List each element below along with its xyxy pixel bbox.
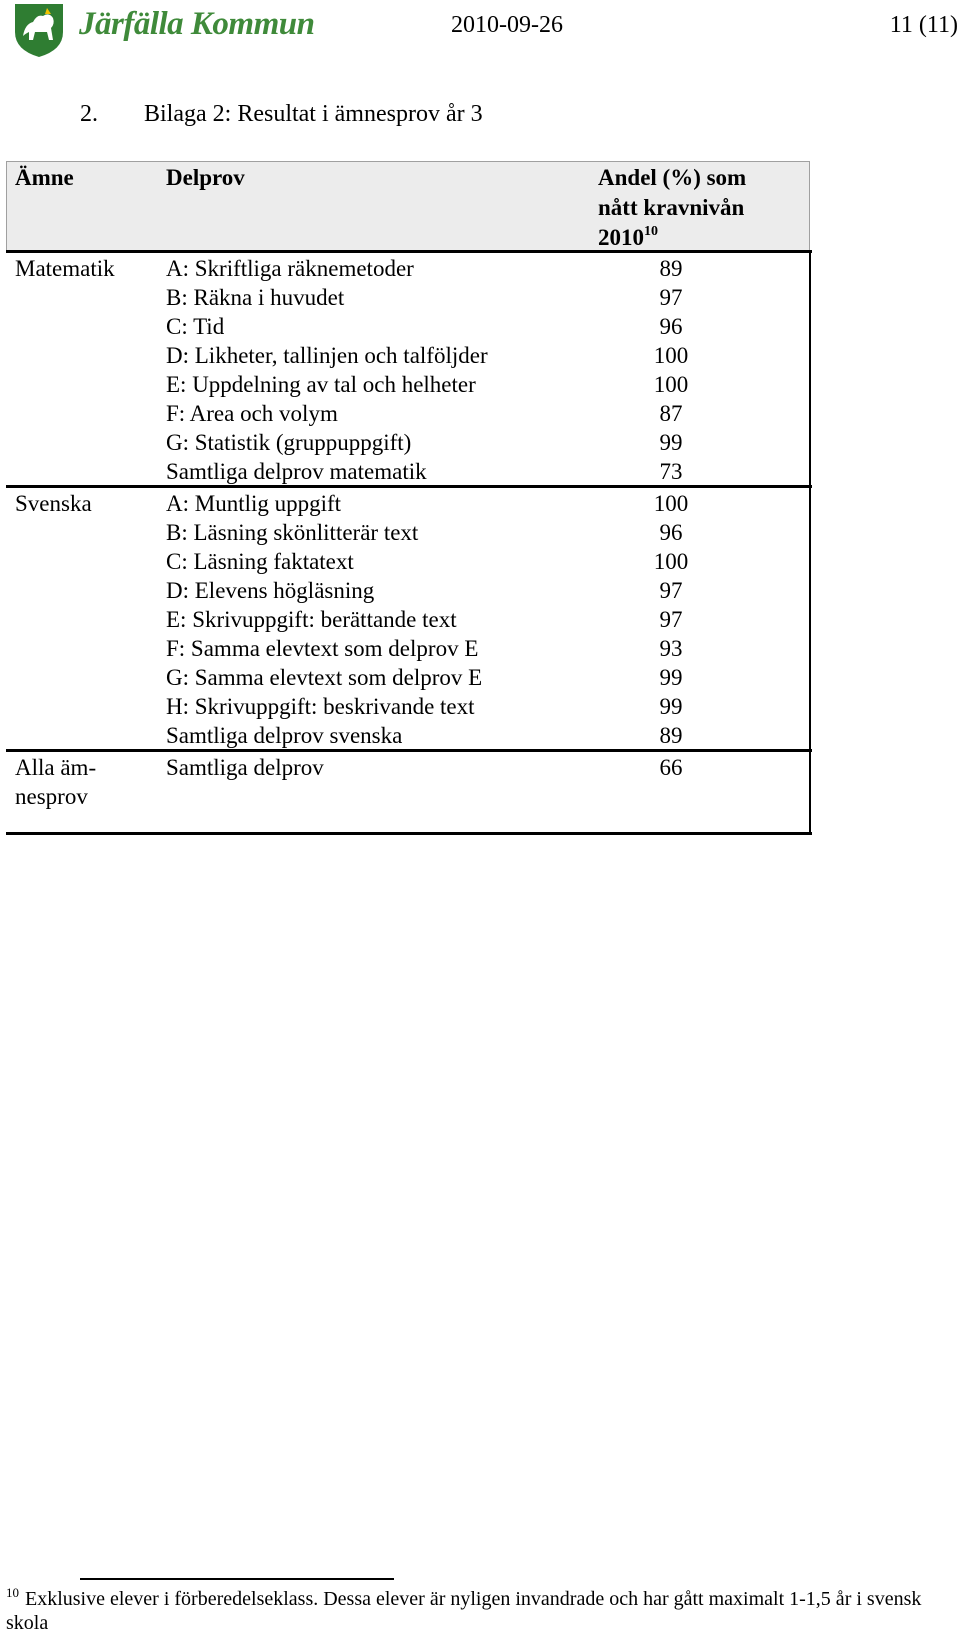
table-row: E: Skrivuppgift: berättande text	[166, 607, 457, 632]
footnote	[6, 1587, 956, 1635]
header-share-year: 2010	[598, 225, 644, 250]
coat-of-arms-icon	[13, 2, 65, 58]
table-row: E: Uppdelning av tal och helheter	[166, 372, 476, 397]
header-share-line1: Andel (%) som	[598, 165, 747, 190]
section-number: 2.	[80, 101, 98, 127]
table-value: 99	[659, 665, 683, 690]
logo-wordmark: Järfälla Kommun	[79, 6, 315, 42]
footnote-ref: 10	[644, 224, 658, 239]
table-row: Samtliga delprov svenska	[166, 723, 403, 748]
table-row: Samtliga delprov	[166, 755, 324, 780]
header-date: 2010-09-26	[451, 12, 563, 38]
table-row: C: Tid	[166, 314, 225, 339]
table-row: A: Muntlig uppgift	[166, 491, 342, 516]
table-row: D: Elevens högläsning	[166, 578, 375, 603]
rule-matematik	[6, 485, 812, 488]
table-row: C: Läsning faktatext	[166, 549, 354, 574]
table-value: 99	[659, 694, 683, 719]
subject-alla-line2: nesprov	[15, 784, 88, 809]
header-share-line3	[598, 223, 798, 253]
table-row: Samtliga delprov matematik	[166, 459, 427, 484]
table-row: G: Statistik (gruppuppgift)	[166, 430, 412, 455]
table-value: 89	[659, 256, 683, 281]
results-table	[6, 161, 810, 835]
table-row: B: Räkna i huvudet	[166, 285, 345, 310]
header-subtest: Delprov	[166, 165, 245, 190]
table-value: 100	[653, 372, 689, 397]
footnote-separator	[80, 1578, 394, 1580]
header-share-line2: nått kravnivån	[598, 195, 745, 220]
table-value: 96	[659, 520, 683, 545]
footnote-text: Exklusive elever i förberedelseklass. Dessa elever är nyligen invandrade och har gått maximalt 1-1,5 år i svensk skola	[6, 1588, 922, 1634]
table-value: 73	[659, 459, 683, 484]
rule-header	[6, 250, 812, 253]
table-value: 97	[659, 285, 683, 310]
header-share	[598, 163, 798, 253]
table-row: G: Samma elevtext som delprov E	[166, 665, 483, 690]
page-header	[0, 0, 960, 70]
subject-matematik: Matematik	[15, 256, 115, 281]
header-subject: Ämne	[15, 165, 74, 190]
table-row: A: Skriftliga räknemetoder	[166, 256, 414, 281]
municipality-logo	[13, 2, 315, 62]
section-heading	[80, 101, 483, 128]
table-value: 87	[659, 401, 683, 426]
table-value: 96	[659, 314, 683, 339]
table-value: 99	[659, 430, 683, 455]
rule-bottom	[6, 832, 812, 835]
header-page-number: 11 (11)	[889, 12, 958, 38]
table-right-border	[809, 253, 811, 835]
footnote-number: 10	[6, 1585, 19, 1600]
table-row: B: Läsning skönlitterär text	[166, 520, 419, 545]
table-value: 100	[653, 549, 689, 574]
table-row: D: Likheter, tallinjen och talföljder	[166, 343, 488, 368]
table-value: 100	[653, 343, 689, 368]
table-value: 97	[659, 607, 683, 632]
table-row: H: Skrivuppgift: beskrivande text	[166, 694, 475, 719]
table-row: F: Samma elevtext som delprov E	[166, 636, 479, 661]
table-value: 89	[659, 723, 683, 748]
rule-svenska	[6, 749, 812, 752]
table-value: 66	[659, 755, 683, 780]
table-row: F: Area och volym	[166, 401, 338, 426]
subject-alla-line1: Alla äm-	[15, 755, 97, 780]
table-value: 97	[659, 578, 683, 603]
subject-svenska: Svenska	[15, 491, 92, 516]
table-value: 93	[659, 636, 683, 661]
section-title: Bilaga 2: Resultat i ämnesprov år 3	[144, 101, 483, 127]
table-value: 100	[653, 491, 689, 516]
